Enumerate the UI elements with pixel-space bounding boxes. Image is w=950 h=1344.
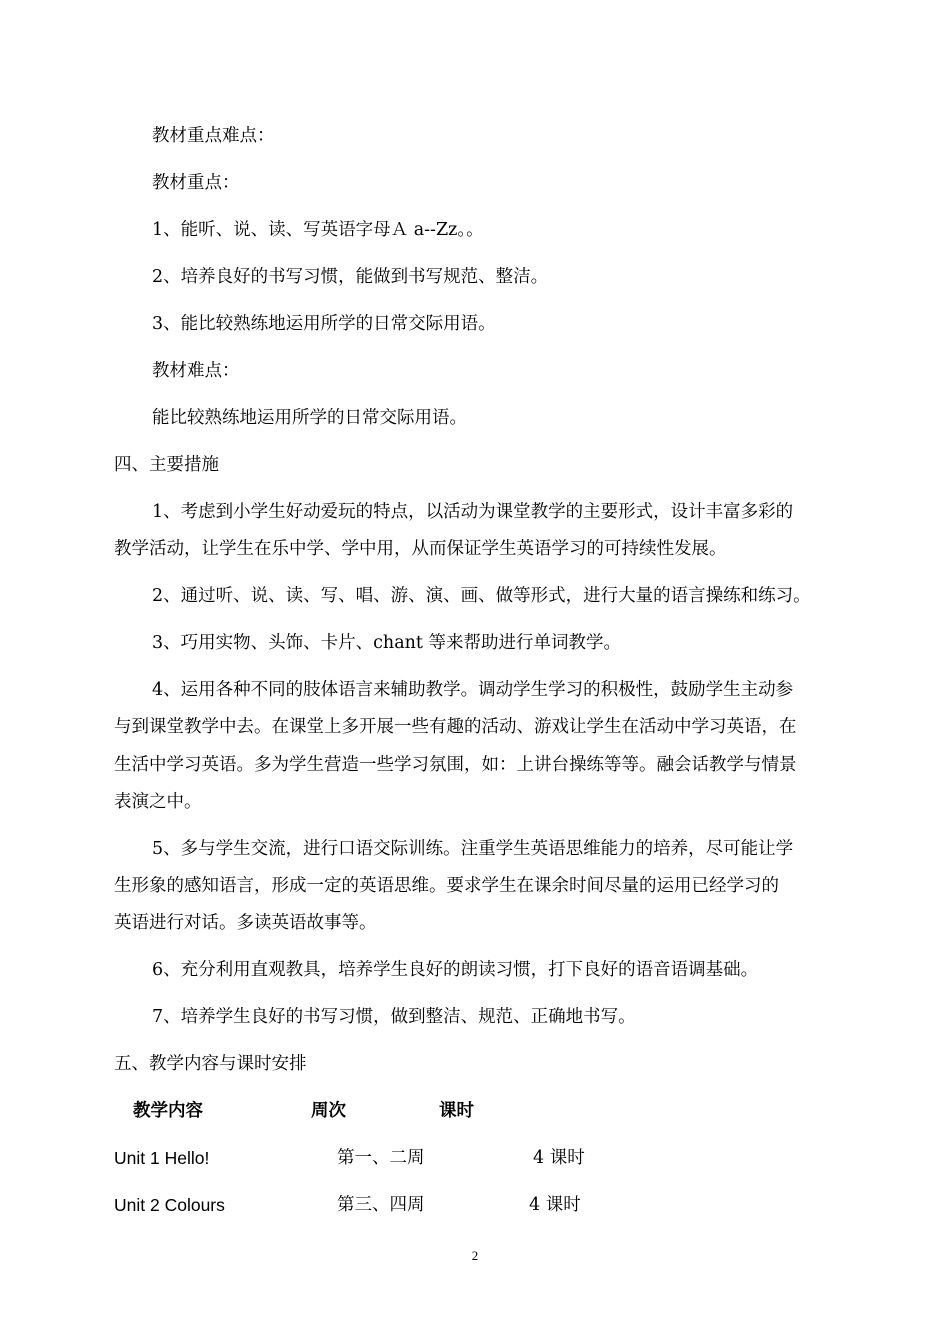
table-header-week: 周次 — [311, 1101, 346, 1121]
text-line: 4、运用各种不同的肢体语言来辅助教学。调动学生学习的积极性，鼓励学生主动参 — [152, 680, 794, 700]
table-cell-unit: Unit 2 Colours — [114, 1195, 225, 1215]
text-line: 与到课堂教学中去。在课堂上多开展一些有趣的活动、游戏让学生在活动中学习英语，在 — [114, 717, 797, 737]
text-line: 1、能听、说、读、写英语字母Ａ a--Zz。。 — [152, 220, 484, 240]
text-line: 6、充分利用直观教具，培养学生良好的朗读习惯，打下良好的语音语调基础。 — [152, 960, 759, 980]
text-line: 7、培养学生良好的书写习惯，做到整洁、规范、正确地书写。 — [152, 1007, 636, 1027]
text-line: 教学活动，让学生在乐中学、学中用，从而保证学生英语学习的可持续性发展。 — [114, 539, 727, 559]
table-cell-hours: 4 课时 — [533, 1148, 585, 1168]
text-line: 生形象的感知语言，形成一定的英语思维。要求学生在课余时间尽量的运用已经学习的 — [114, 876, 779, 896]
text-line: 3、巧用实物、头饰、卡片、chant 等来帮助进行单词教学。 — [152, 633, 622, 653]
text-line: 教材重点难点： — [152, 126, 275, 146]
text-line: 2、培养良好的书写习惯，能做到书写规范、整洁。 — [152, 267, 549, 287]
text-line: 5、多与学生交流，进行口语交际训练。注重学生英语思维能力的培养，尽可能让学 — [152, 839, 794, 859]
text-line: 3、能比较熟练地运用所学的日常交际用语。 — [152, 314, 496, 334]
table-cell-week: 第一、二周 — [337, 1148, 425, 1168]
text-line: 教材重点： — [152, 173, 240, 193]
table-cell-week: 第三、四周 — [337, 1195, 425, 1215]
text-line: 教材难点： — [152, 361, 240, 381]
table-cell-hours: 4 课时 — [529, 1195, 581, 1215]
text-line: 生活中学习英语。多为学生营造一些学习氛围，如：上讲台操练等等。融会话教学与情景 — [114, 755, 797, 775]
table-header-hours: 课时 — [439, 1101, 474, 1121]
page-number: 2 — [471, 1248, 479, 1263]
section-heading: 四、主要措施 — [114, 455, 219, 475]
text-line: 表演之中。 — [114, 792, 202, 812]
table-cell-unit: Unit 1 Hello! — [114, 1148, 210, 1168]
section-heading: 五、教学内容与课时安排 — [114, 1054, 307, 1074]
table-header-content: 教学内容 — [133, 1101, 203, 1121]
text-line: 2、通过听、说、读、写、唱、游、演、画、做等形式，进行大量的语言操练和练习。 — [152, 586, 811, 606]
text-line: 1、考虑到小学生好动爱玩的特点，以活动为课堂教学的主要形式，设计丰富多彩的 — [152, 502, 794, 522]
text-line: 能比较熟练地运用所学的日常交际用语。 — [152, 408, 467, 428]
text-line: 英语进行对话。多读英语故事等。 — [114, 913, 377, 933]
